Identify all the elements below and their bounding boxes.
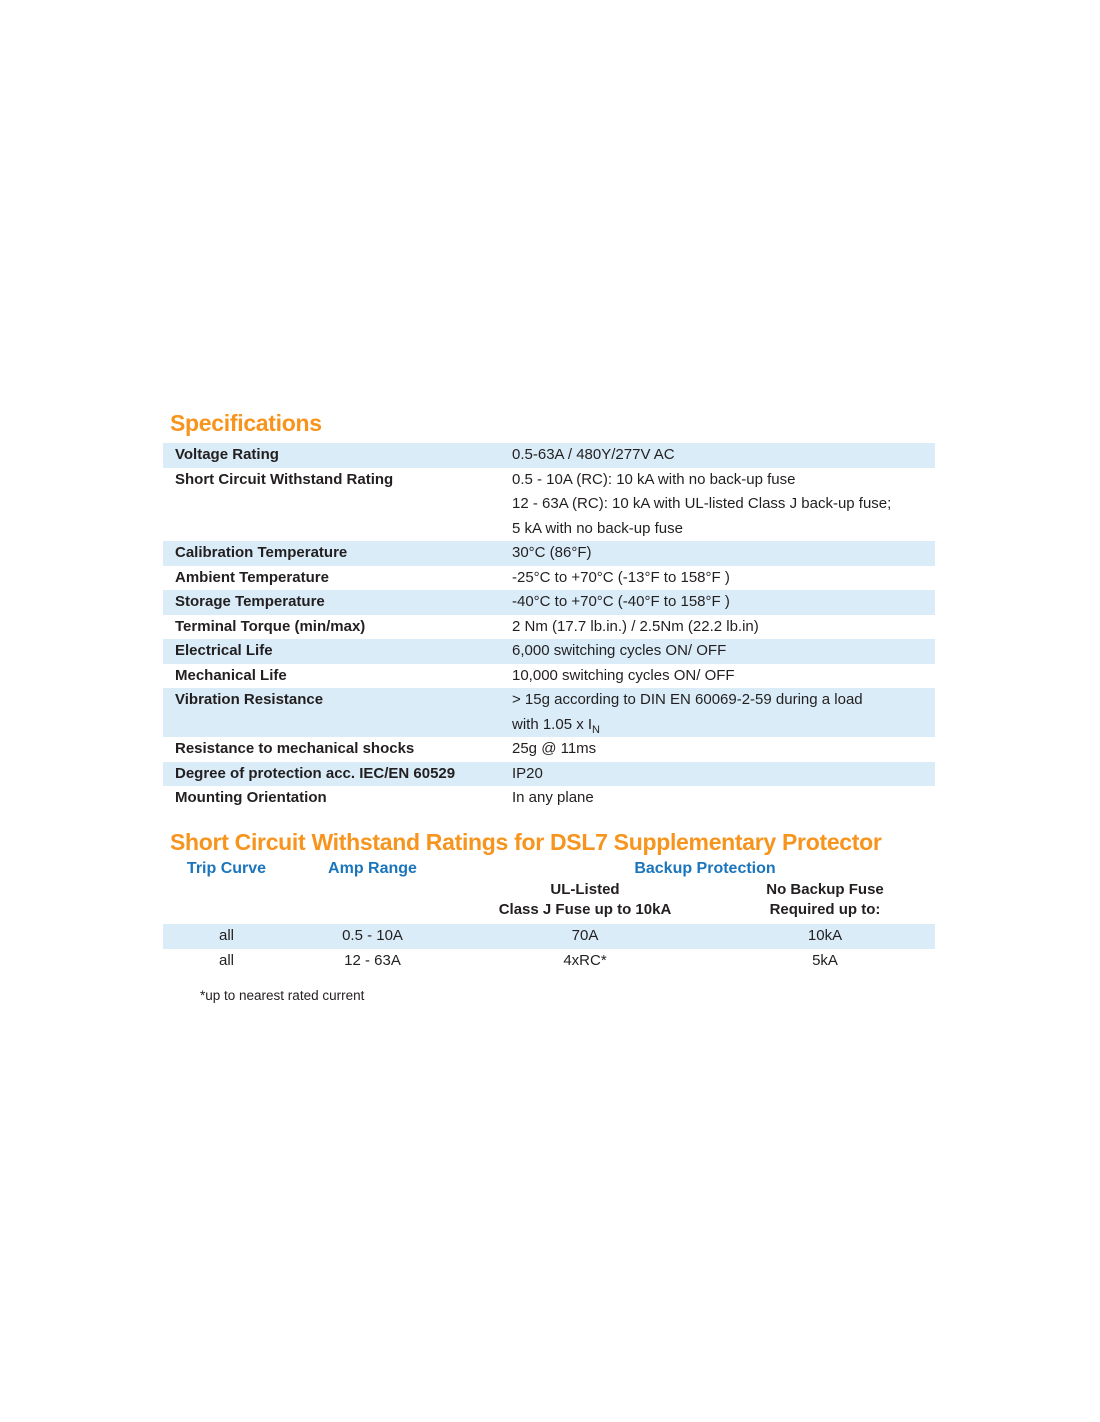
spec-label: Calibration Temperature — [175, 544, 348, 561]
spec-row-storage-temperature — [163, 590, 935, 615]
spec-value-line: 0.5-63A / 480Y/277V AC — [512, 446, 675, 463]
spec-label: Degree of protection acc. IEC/EN 60529 — [175, 764, 456, 782]
spec-label: Terminal Torque (min/max) — [175, 617, 366, 635]
spec-value-line: -40°C to +70°C (-40°F to 158°F ) — [512, 593, 730, 610]
ratings-table — [163, 858, 935, 1004]
ratings-row — [163, 949, 935, 974]
spec-row-vibration-resistance — [163, 688, 935, 737]
subheader-no-backup-fuse — [715, 880, 935, 919]
ratings-header-row — [163, 858, 935, 880]
spec-value-line: IP20 — [512, 764, 543, 782]
spec-row-ambient-temperature — [163, 566, 935, 591]
column-header-backup-protection: Backup Protection — [634, 860, 776, 877]
spec-label: Short Circuit Withstand Rating — [175, 470, 394, 488]
spec-value-line: 25g @ 11ms — [512, 740, 597, 757]
spec-label: Vibration Resistance — [175, 691, 324, 708]
spec-label: Resistance to mechanical shocks — [175, 740, 415, 757]
specifications-section — [163, 408, 935, 811]
spec-value-line: 5 kA with no back-up fuse — [512, 519, 683, 537]
subheader-line: No Backup Fuse — [766, 881, 884, 898]
ratings-title: Short Circuit Withstand Ratings for DSL7 Supplementary Protector — [170, 829, 882, 855]
spec-value — [512, 688, 935, 737]
spec-value-line — [512, 713, 935, 738]
subheader-line: UL-Listed — [550, 881, 620, 898]
spec-label: Electrical Life — [175, 642, 273, 659]
spec-value — [512, 566, 935, 591]
spec-value-line: > 15g according to DIN EN 60069-2-59 during a load — [512, 691, 863, 708]
spec-value-line: -25°C to +70°C (-13°F to 158°F ) — [512, 568, 730, 586]
spec-value-line: In any plane — [512, 789, 594, 806]
spec-label: Ambient Temperature — [175, 568, 329, 586]
column-header-amp-range: Amp Range — [328, 860, 417, 877]
subheader-ul-listed — [455, 880, 715, 919]
spec-value — [512, 615, 935, 640]
ratings-cell-trip-curve: all — [218, 951, 234, 969]
spec-value — [512, 639, 935, 664]
subheader-line: Required up to: — [769, 900, 881, 918]
subheader-spacer — [163, 880, 290, 919]
spec-row-calibration-temperature — [163, 541, 935, 566]
spec-value — [512, 590, 935, 615]
ratings-cell-amp-range: 12 - 63A — [344, 951, 401, 969]
ratings-cell-ul-listed: 4xRC* — [563, 951, 607, 969]
specifications-table — [163, 443, 935, 811]
spec-label: Voltage Rating — [175, 446, 279, 463]
spec-row-terminal-torque — [163, 615, 935, 640]
spec-value-line: 12 - 63A (RC): 10 kA with UL-listed Class J back-up fuse; — [512, 495, 892, 512]
ratings-row — [163, 924, 935, 949]
ratings-cell-amp-range: 0.5 - 10A — [342, 927, 403, 944]
spec-row-mechanical-shocks — [163, 737, 935, 762]
spec-value — [512, 737, 935, 762]
ratings-cell-no-backup: 10kA — [807, 927, 843, 944]
spec-value-line: 10,000 switching cycles ON/ OFF — [512, 666, 735, 684]
spec-value-text: with 1.05 x I — [512, 715, 593, 733]
spec-value-line: 2 Nm (17.7 lb.in.) / 2.5Nm (22.2 lb.in) — [512, 617, 759, 635]
spec-value — [512, 762, 935, 787]
spec-value — [512, 541, 935, 566]
subheader-spacer — [290, 880, 455, 919]
spec-row-short-circuit-withstand — [163, 468, 935, 542]
spec-label: Mounting Orientation — [175, 789, 327, 806]
ratings-cell-no-backup: 5kA — [812, 951, 838, 969]
ratings-footnote: *up to nearest rated current — [200, 988, 365, 1003]
spec-value-line: 0.5 - 10A (RC): 10 kA with no back-up fuse — [512, 470, 796, 488]
ratings-cell-ul-listed: 70A — [571, 927, 599, 944]
spec-row-degree-of-protection — [163, 762, 935, 787]
spec-row-mounting-orientation — [163, 786, 935, 811]
specifications-title: Specifications — [170, 410, 322, 436]
subheader-line: Class J Fuse up to 10kA — [498, 900, 672, 918]
spec-label: Storage Temperature — [175, 593, 325, 610]
spec-row-voltage-rating — [163, 443, 935, 468]
spec-value — [512, 468, 935, 542]
spec-value — [512, 786, 935, 811]
spec-value — [512, 443, 935, 468]
spec-label: Mechanical Life — [175, 666, 287, 684]
ratings-cell-trip-curve: all — [218, 927, 234, 944]
spec-row-electrical-life — [163, 639, 935, 664]
subscript-n: N — [592, 723, 600, 736]
spec-value — [512, 664, 935, 689]
ratings-section — [163, 827, 935, 1004]
ratings-subheader-row — [163, 880, 935, 919]
spec-value-line: 30°C (86°F) — [512, 544, 592, 561]
column-header-trip-curve: Trip Curve — [186, 860, 267, 877]
spec-value-line: 6,000 switching cycles ON/ OFF — [512, 642, 727, 659]
spec-row-mechanical-life — [163, 664, 935, 689]
